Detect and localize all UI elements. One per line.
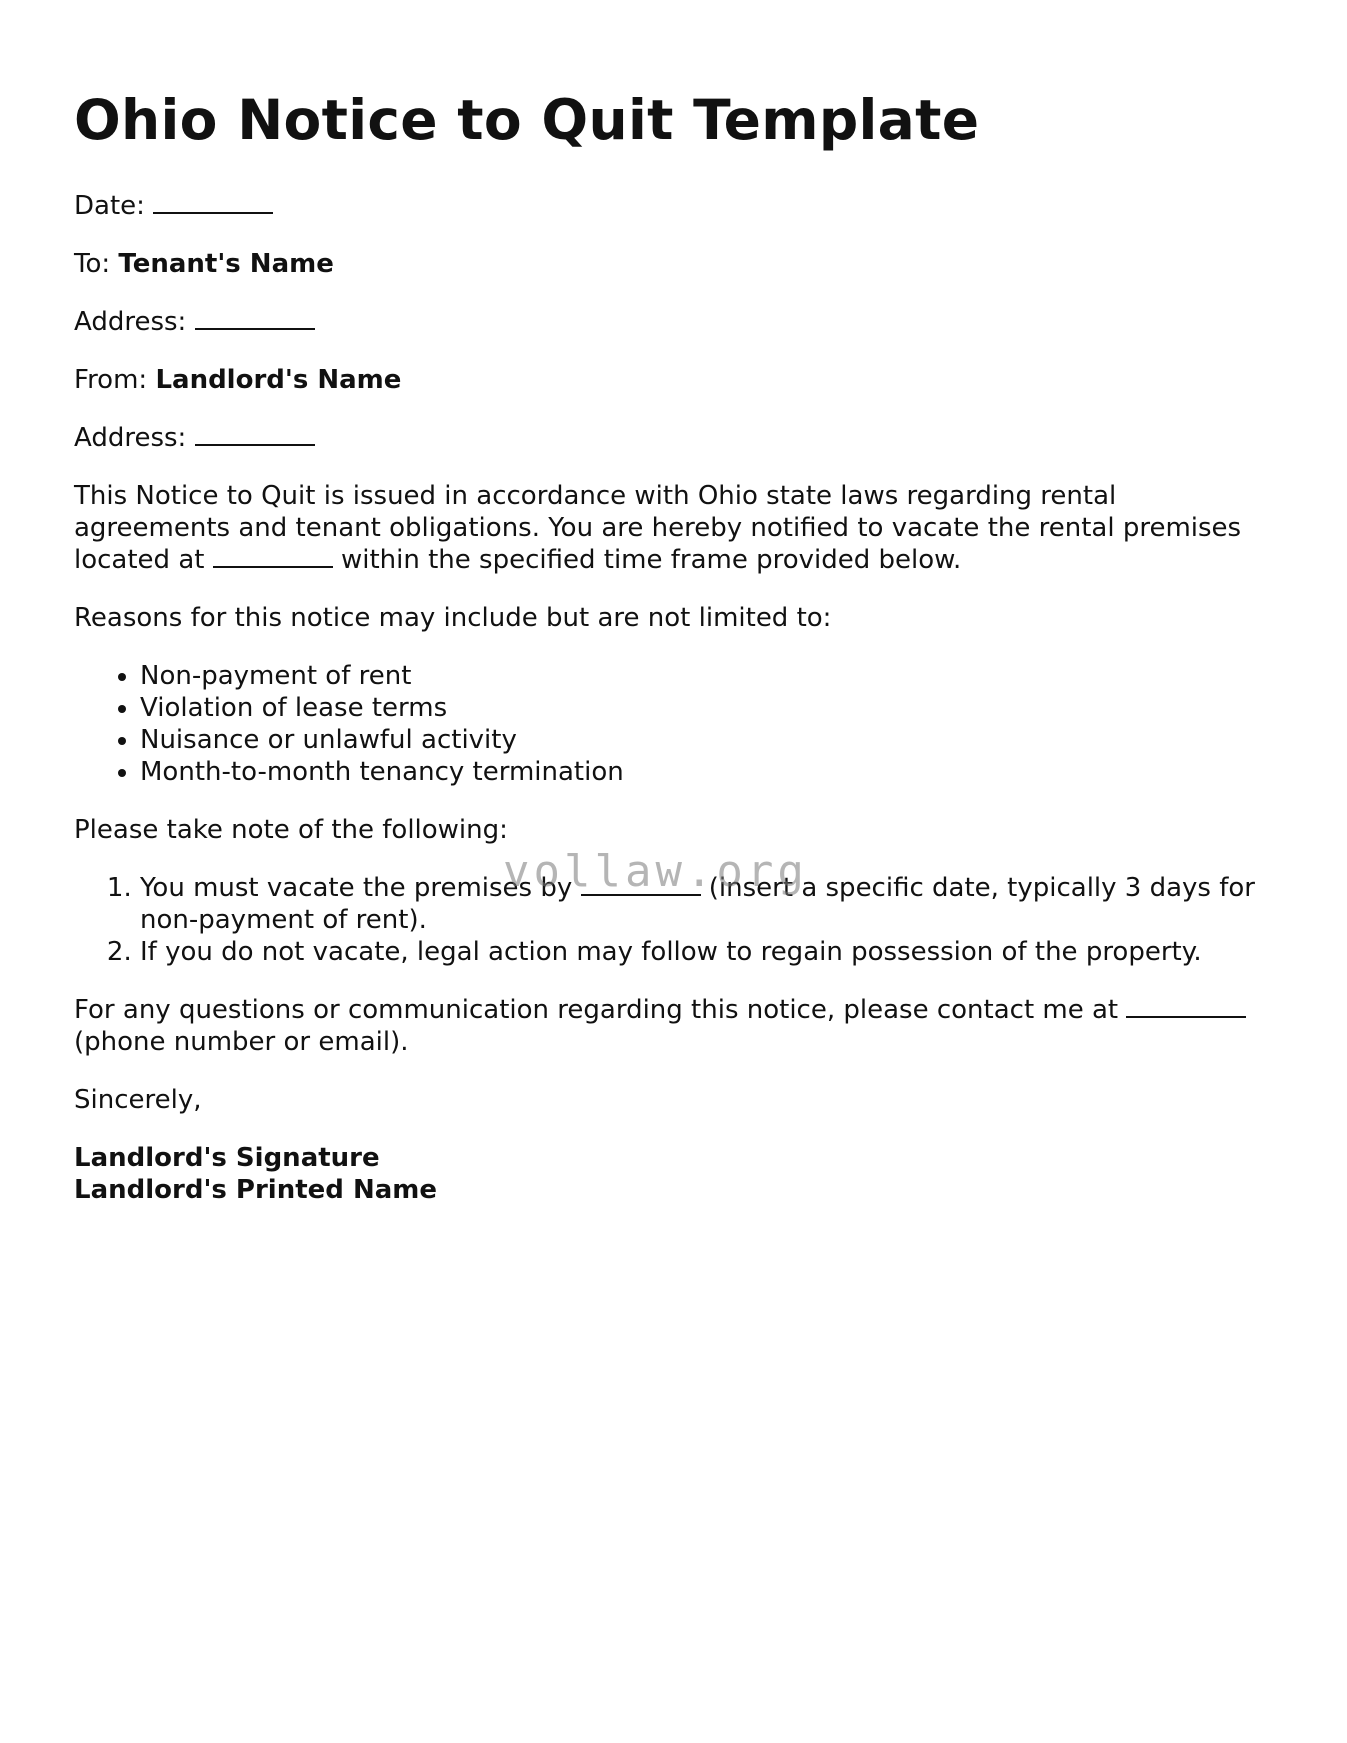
list-item — [140, 872, 1274, 936]
list-item: • Non-payment of rent — [140, 660, 1274, 692]
to-line — [74, 248, 1274, 280]
intro-text-2: within the specified time frame provided below. — [340, 545, 962, 575]
tenant-address-blank — [195, 306, 315, 330]
from-label: From: — [74, 365, 148, 395]
tenant-address-label: Address: — [74, 307, 187, 337]
from-line — [74, 364, 1274, 396]
landlord-address-line — [74, 422, 1274, 454]
vacate-text-2: (insert a specific date, typically 3 days for non-payment of rent). — [140, 873, 1255, 935]
document-page — [74, 88, 1274, 1206]
contact-paragraph — [74, 994, 1274, 1058]
date-label: Date: — [74, 191, 145, 221]
watermark: vollaw.org — [503, 846, 808, 897]
vacate-text-1: You must vacate the premises by — [140, 873, 573, 903]
intro-text-1: This Notice to Quit is issued in accordance with Ohio state laws regarding rental agreements and tenant obligations. You are hereby notified to vacate the rental premises located at — [74, 481, 1242, 575]
reasons-heading: Reasons for this notice may include but are not limited to: — [74, 603, 832, 633]
list-item: 2. If you do not vacate, legal action may follow to regain possession of the property. — [140, 936, 1274, 968]
premises-blank — [213, 544, 333, 568]
list-item: • Violation of lease terms — [140, 692, 1274, 724]
landlord-address-blank — [195, 422, 315, 446]
date-line — [74, 190, 1274, 222]
landlord-signature: Landlord's Signature — [74, 1143, 380, 1173]
document-title: Ohio Notice to Quit Template — [74, 88, 980, 152]
intro-paragraph — [74, 480, 1274, 576]
tenant-address-line — [74, 306, 1274, 338]
contact-blank — [1126, 994, 1246, 1018]
reasons-list — [74, 660, 1274, 788]
salutation: Sincerely, — [74, 1085, 202, 1115]
notes-heading: Please take note of the following: — [74, 815, 508, 845]
list-item: • Nuisance or unlawful activity — [140, 724, 1274, 756]
signature-block — [74, 1142, 1274, 1206]
landlord-name: Landlord's Name — [155, 365, 402, 395]
date-blank — [153, 190, 273, 214]
vacate-date-blank — [581, 872, 701, 896]
notes-list — [74, 872, 1274, 968]
to-label: To: — [74, 249, 111, 279]
tenant-name: Tenant's Name — [118, 249, 334, 279]
list-item: • Month-to-month tenancy termination — [140, 756, 1274, 788]
contact-text-2: (phone number or email). — [74, 1027, 409, 1057]
landlord-address-label: Address: — [74, 423, 187, 453]
landlord-printed-name: Landlord's Printed Name — [74, 1175, 437, 1205]
contact-text-1: For any questions or communication regarding this notice, please contact me at — [74, 995, 1119, 1025]
